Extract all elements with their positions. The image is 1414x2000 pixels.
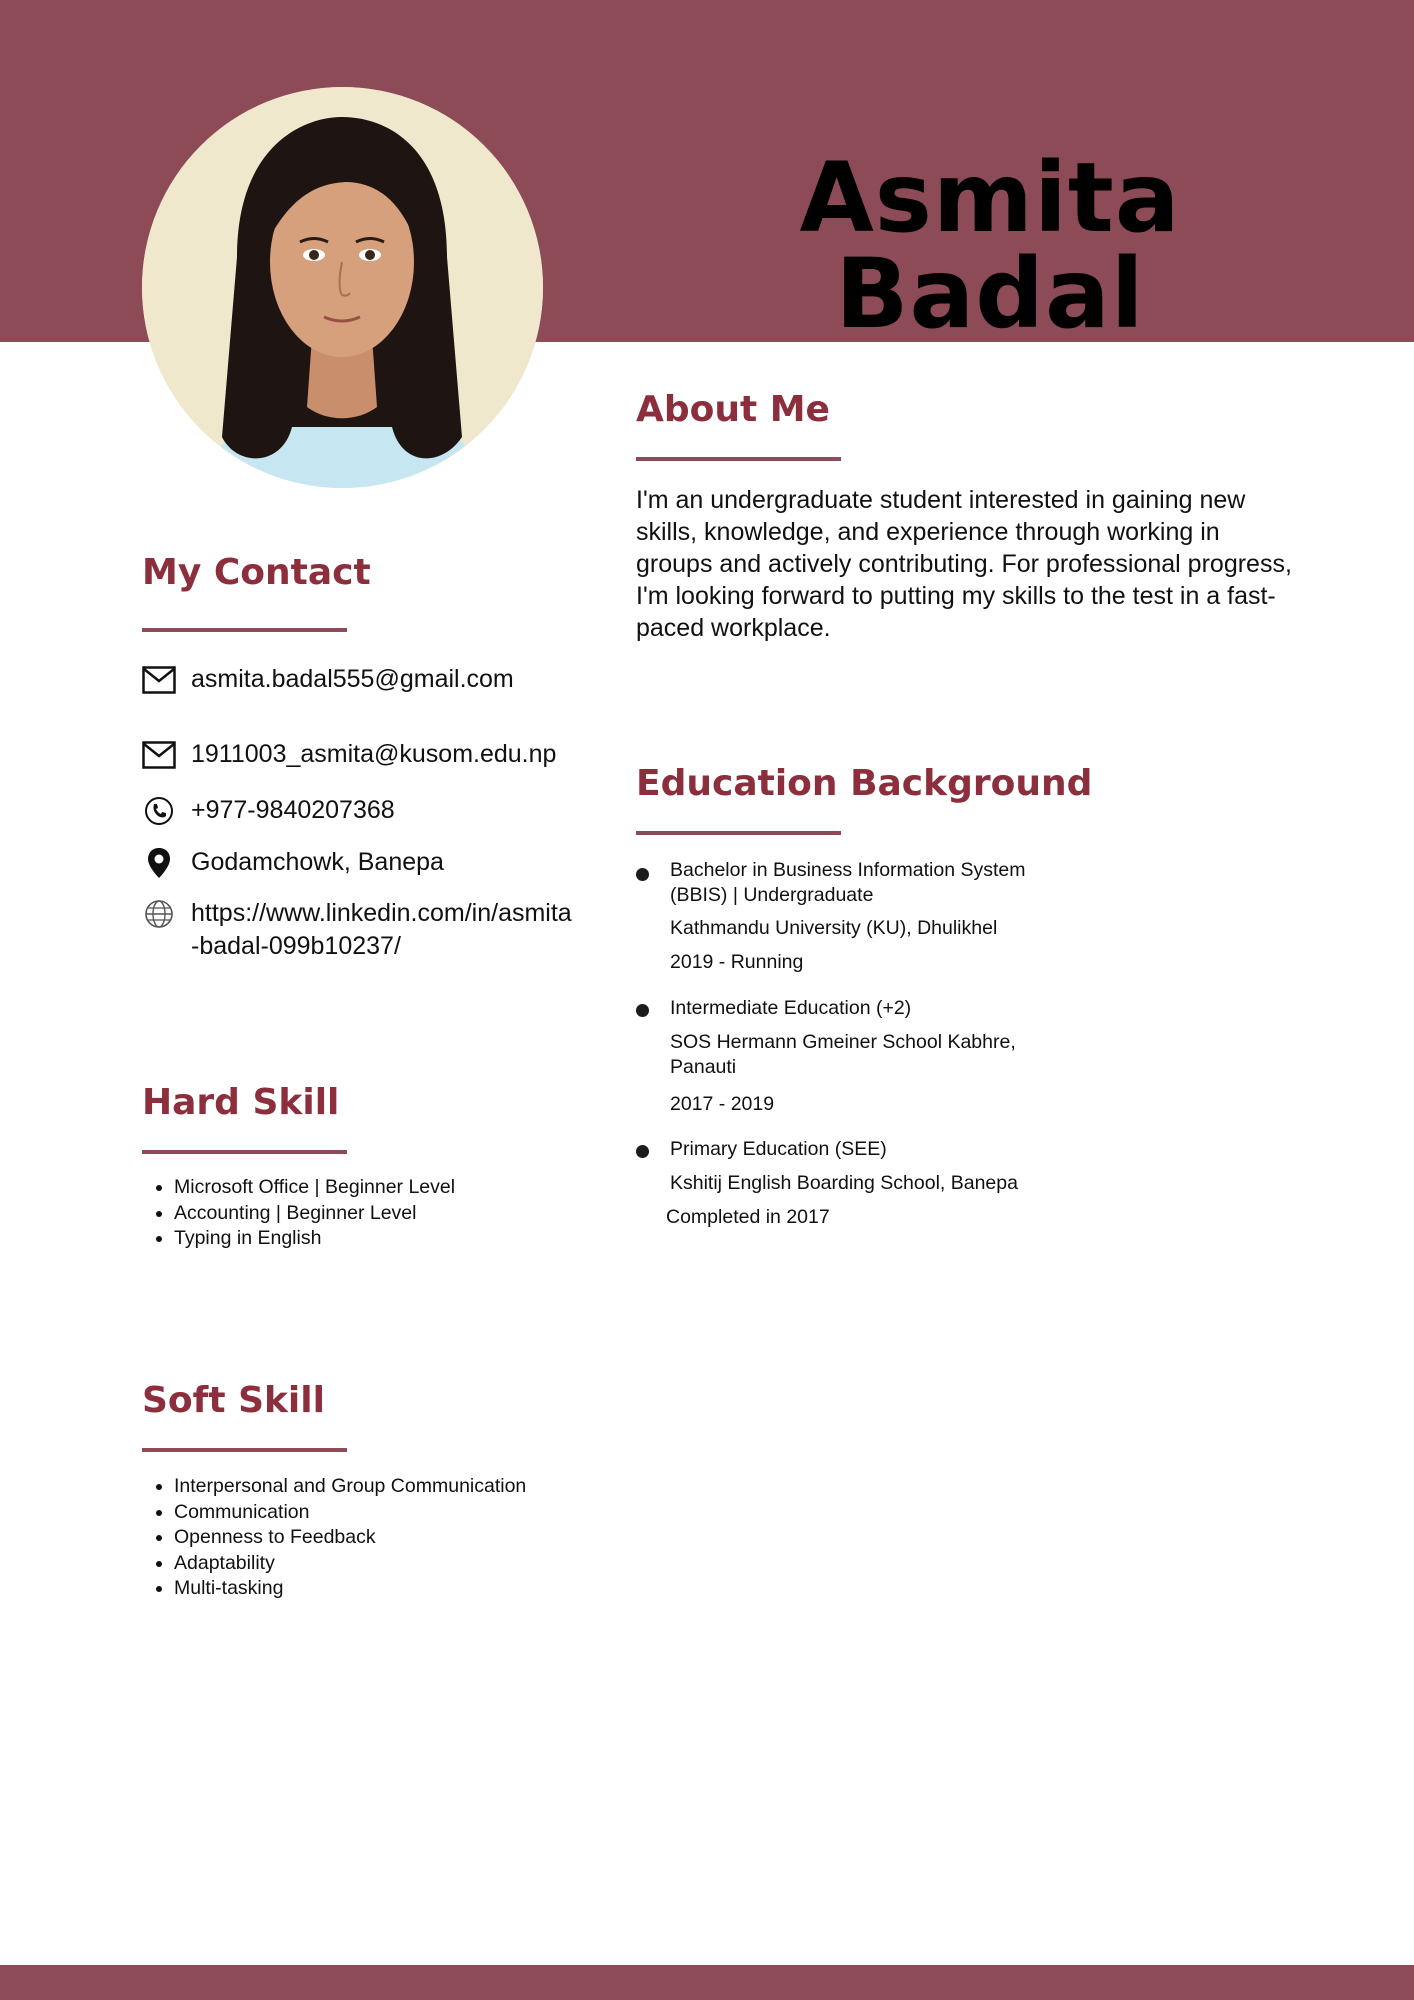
hard-skill-list [142, 1175, 455, 1252]
location-pin-icon [142, 846, 176, 880]
candidate-name: Asmita Badal [799, 142, 1181, 350]
bullet-icon [636, 1145, 649, 1158]
contact-email-primary-text: asmita.badal555@gmail.com [191, 665, 514, 693]
education-item [636, 996, 1096, 1121]
education-item [636, 1137, 1096, 1237]
contact-email-secondary[interactable] [142, 738, 556, 772]
soft-skill-divider [142, 1448, 347, 1452]
contact-email-secondary-text: 1911003_asmita@kusom.edu.np [191, 740, 557, 768]
education-school: Kshitij English Boarding School, Banepa [670, 1172, 1018, 1194]
contact-title: My Contact [142, 552, 371, 593]
contact-phone[interactable] [142, 794, 395, 828]
education-school: Kathmandu University (KU), Dhulikhel [670, 917, 998, 939]
soft-skill-title: Soft Skill [142, 1380, 325, 1421]
contact-divider [142, 628, 347, 632]
education-degree: Primary Education (SEE) [670, 1138, 887, 1160]
about-text: I'm an undergraduate student interested in gaining new skills, knowledge, and experience through working in groups and actively contributing. For professional progress, I'm looking forward to putting my skills to the test in a fast-paced workplace. [636, 486, 1292, 642]
education-divider [636, 831, 841, 835]
education-period: Completed in 2017 [666, 1206, 830, 1228]
bullet-icon [636, 1004, 649, 1017]
contact-linkedin[interactable] [142, 897, 572, 963]
about-title: About Me [636, 389, 830, 430]
about-divider [636, 457, 841, 461]
hard-skill-divider [142, 1150, 347, 1154]
education-period: 2017 - 2019 [670, 1093, 775, 1115]
education-item [636, 858, 1096, 983]
list-item: • Typing in English [174, 1226, 455, 1252]
contact-phone-text: +977-9840207368 [191, 796, 395, 824]
list-item: • Accounting | Beginner Level [174, 1201, 455, 1227]
profile-photo [142, 87, 543, 488]
education-degree: Intermediate Education (+2) [670, 997, 912, 1019]
contact-address-text: Godamchowk, Banepa [191, 848, 444, 876]
contact-linkedin-text: https://www.linkedin.com/in/asmita-badal-099b10237/ [191, 899, 572, 960]
list-item: • Multi-tasking [174, 1576, 526, 1602]
education-school: SOS Hermann Gmeiner School Kabhre, Panauti [670, 1031, 1016, 1078]
list-item: • Communication [174, 1500, 526, 1526]
education-title: Education Background [636, 763, 1093, 804]
education-degree: Bachelor in Business Information System (BBIS) | Undergraduate [670, 859, 1026, 906]
list-item: • Adaptability [174, 1551, 526, 1577]
contact-email-primary[interactable] [142, 663, 514, 697]
mail-icon [142, 663, 176, 697]
list-item: • Openness to Feedback [174, 1525, 526, 1551]
list-item: • Microsoft Office | Beginner Level [174, 1175, 455, 1201]
phone-icon [142, 794, 176, 828]
list-item: • Interpersonal and Group Communication [174, 1474, 526, 1500]
bullet-icon [636, 868, 649, 881]
globe-icon [142, 897, 176, 931]
soft-skill-list [142, 1474, 526, 1602]
education-period: 2019 - Running [670, 951, 804, 973]
mail-icon [142, 738, 176, 772]
footer-band [0, 1965, 1414, 2000]
contact-address [142, 846, 444, 880]
hard-skill-title: Hard Skill [142, 1082, 340, 1123]
